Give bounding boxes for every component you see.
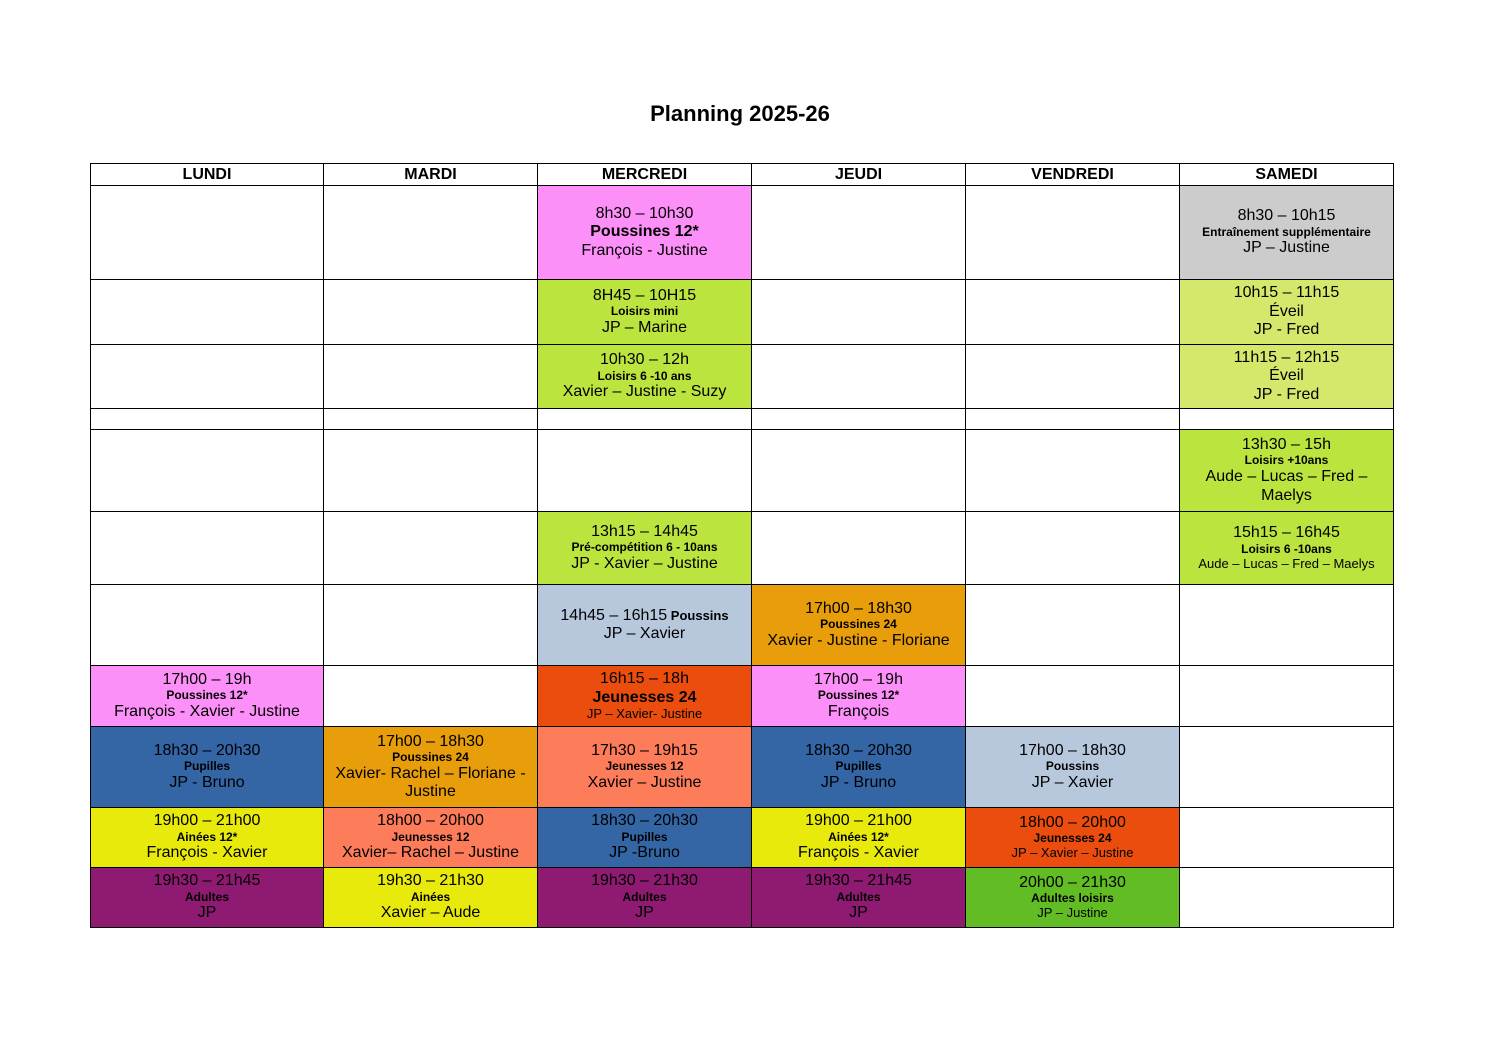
session-group: Loisirs +10ans <box>1244 453 1329 468</box>
session-time: 18h30 – 20h30 <box>805 741 912 759</box>
session-cell-lundi <box>91 808 324 868</box>
schedule-row <box>91 345 1394 409</box>
empty-cell-lundi <box>91 409 324 430</box>
session-time: 11h15 – 12h15 <box>1233 348 1340 366</box>
session-group: Poussins <box>667 607 729 623</box>
session-coaches: Aude – Lucas – Fred – Maelys <box>1205 468 1368 504</box>
session-cell-jeudi <box>752 727 966 808</box>
schedule-row <box>91 808 1394 868</box>
session-cell-mercredi <box>538 727 752 808</box>
session-cell-mercredi <box>538 666 752 727</box>
empty-cell-vendredi <box>966 512 1180 585</box>
session-time: 18h00 – 20h00 <box>1019 813 1126 831</box>
session-coaches: JP – Justine <box>1037 905 1108 921</box>
session-group: Ainées 12* <box>828 829 889 844</box>
session-time: 19h30 – 21h45 <box>153 872 261 890</box>
empty-cell-lundi <box>91 430 324 512</box>
session-group: Poussines 12* <box>817 688 900 703</box>
session-cell-samedi <box>1180 345 1394 409</box>
session-time: 19h00 – 21h00 <box>805 812 912 830</box>
empty-cell-samedi <box>1180 409 1394 430</box>
empty-cell-mardi <box>324 430 538 512</box>
session-group: Jeunesses 24 <box>592 688 697 706</box>
session-coaches: JP - Fred <box>1253 321 1320 339</box>
session-cell-mercredi <box>538 345 752 409</box>
session-group: Adultes <box>184 889 229 904</box>
session-group: Poussines 12* <box>166 688 248 703</box>
session-time: 8H45 – 10H15 <box>592 286 697 304</box>
session-time: 14h45 – 16h15 Poussins <box>560 606 729 624</box>
empty-cell-jeudi <box>752 512 966 585</box>
session-time: 17h00 – 19h <box>162 670 252 688</box>
session-time: 17h00 – 18h30 <box>1019 741 1126 759</box>
session-time: 19h00 – 21h00 <box>153 812 261 830</box>
session-coaches: JP – Xavier <box>1031 773 1114 791</box>
session-group: Pré-compétition 6 - 10ans <box>571 540 718 555</box>
session-group: Pupilles <box>621 829 668 844</box>
session-group: Adultes loisirs <box>1031 891 1114 906</box>
session-coaches: François - Xavier <box>798 844 919 862</box>
empty-cell-jeudi <box>752 345 966 409</box>
session-coaches: JP – Xavier- Justine <box>586 705 703 721</box>
session-cell-samedi <box>1180 430 1394 512</box>
schedule-row <box>91 512 1394 585</box>
session-cell-mardi <box>324 808 538 868</box>
session-group: Ainées <box>410 889 451 904</box>
day-header-lundi: LUNDI <box>91 164 324 186</box>
empty-cell-jeudi <box>752 409 966 430</box>
session-time: 17h30 – 19h15 <box>591 741 698 759</box>
session-time: 17h00 – 18h30 <box>377 732 484 750</box>
schedule-row <box>91 186 1394 280</box>
session-group: Éveil <box>1269 367 1304 385</box>
session-cell-vendredi <box>966 868 1180 928</box>
session-time: 8h30 – 10h30 <box>595 204 694 222</box>
empty-cell-lundi <box>91 280 324 345</box>
day-header-vendredi: VENDREDI <box>966 164 1180 186</box>
session-cell-mercredi <box>538 585 752 666</box>
session-cell-mercredi <box>538 512 752 585</box>
session-cell-lundi <box>91 868 324 928</box>
session-group: Pupilles <box>835 759 882 774</box>
session-cell-jeudi <box>752 868 966 928</box>
empty-cell-mercredi <box>538 409 752 430</box>
day-header-jeudi: JEUDI <box>752 164 966 186</box>
session-coaches: François - Xavier <box>146 844 268 862</box>
session-time: 16h15 – 18h <box>600 670 689 688</box>
session-cell-samedi <box>1180 186 1394 280</box>
session-group: Poussines 12* <box>590 223 699 241</box>
empty-cell-vendredi <box>966 409 1180 430</box>
empty-cell-vendredi <box>966 345 1180 409</box>
session-group: Poussines 24 <box>820 617 897 632</box>
schedule-row <box>91 727 1394 808</box>
session-cell-lundi <box>91 727 324 808</box>
empty-cell-mardi <box>324 409 538 430</box>
session-coaches: Xavier – Aude <box>380 904 481 922</box>
schedule-row <box>91 868 1394 928</box>
session-time: 15h15 – 16h45 <box>1233 524 1340 542</box>
empty-cell-lundi <box>91 186 324 280</box>
session-time: 8h30 – 10h15 <box>1237 207 1336 225</box>
session-time: 19h30 – 21h30 <box>377 872 484 890</box>
empty-cell-lundi <box>91 345 324 409</box>
session-group: Loisirs 6 -10ans <box>1241 541 1332 556</box>
empty-cell-samedi <box>1180 868 1394 928</box>
session-cell-mardi <box>324 727 538 808</box>
schedule-body <box>91 186 1394 928</box>
empty-cell-lundi <box>91 512 324 585</box>
session-group: Adultes <box>622 889 667 904</box>
session-coaches: JP – Xavier <box>603 625 686 642</box>
session-coaches: JP <box>849 904 868 922</box>
session-cell-jeudi <box>752 666 966 727</box>
empty-cell-samedi <box>1180 727 1394 808</box>
session-cell-mardi <box>324 868 538 928</box>
session-cell-vendredi <box>966 727 1180 808</box>
session-time: 17h00 – 19h <box>814 670 903 688</box>
empty-cell-vendredi <box>966 430 1180 512</box>
session-group: Adultes <box>836 889 881 904</box>
session-coaches: Aude – Lucas – Fred – Maelys <box>1198 555 1375 571</box>
schedule-row <box>91 666 1394 727</box>
empty-cell-jeudi <box>752 430 966 512</box>
session-coaches: JP <box>197 904 217 922</box>
session-cell-jeudi <box>752 585 966 666</box>
header-row <box>91 164 1394 186</box>
empty-cell-vendredi <box>966 585 1180 666</box>
session-group: Jeunesses 12 <box>605 759 684 774</box>
empty-cell-samedi <box>1180 585 1394 666</box>
session-time: 13h15 – 14h45 <box>591 522 698 540</box>
empty-cell-mardi <box>324 666 538 727</box>
session-group: Éveil <box>1269 302 1304 320</box>
session-coaches: Xavier- Rachel – Floriane - Justine <box>335 764 526 801</box>
schedule-row <box>91 409 1394 430</box>
schedule-row <box>91 280 1394 345</box>
session-cell-lundi <box>91 666 324 727</box>
empty-cell-jeudi <box>752 280 966 345</box>
session-coaches: JP – Xavier – Justine <box>1011 845 1134 861</box>
empty-cell-jeudi <box>752 186 966 280</box>
session-time: 10h30 – 12h <box>600 351 689 369</box>
session-group: Jeunesses 12 <box>391 829 470 844</box>
session-time: 19h30 – 21h45 <box>805 872 912 890</box>
session-cell-vendredi <box>966 808 1180 868</box>
session-time: 18h30 – 20h30 <box>153 741 261 759</box>
session-coaches: JP - Bruno <box>820 773 897 791</box>
session-cell-jeudi <box>752 808 966 868</box>
empty-cell-mardi <box>324 280 538 345</box>
session-coaches: Xavier - Justine - Floriane <box>767 631 950 649</box>
session-time: 10h15 – 11h15 <box>1233 284 1340 302</box>
session-group: Loisirs 6 -10 ans <box>597 368 692 383</box>
session-group: Poussins <box>1045 759 1100 774</box>
empty-cell-mardi <box>324 345 538 409</box>
session-coaches: Xavier– Rachel – Justine <box>342 844 519 862</box>
session-time: 19h30 – 21h30 <box>591 872 698 890</box>
schedule-table <box>90 163 1394 928</box>
session-cell-mercredi <box>538 186 752 280</box>
empty-cell-vendredi <box>966 280 1180 345</box>
schedule-row <box>91 585 1394 666</box>
empty-cell-vendredi <box>966 186 1180 280</box>
session-time: 17h00 – 18h30 <box>805 599 912 617</box>
session-coaches: JP - Fred <box>1253 385 1320 403</box>
session-coaches: JP <box>635 904 654 922</box>
schedule-row <box>91 430 1394 512</box>
empty-cell-mardi <box>324 585 538 666</box>
session-coaches: JP – Marine <box>601 318 688 336</box>
page-title: Planning 2025-26 <box>650 101 830 126</box>
session-coaches: Xavier – Justine <box>587 773 702 791</box>
empty-cell-lundi <box>91 585 324 666</box>
session-cell-samedi <box>1180 512 1394 585</box>
session-cell-mercredi <box>538 808 752 868</box>
session-group: Jeunesses 24 <box>1033 831 1112 846</box>
empty-cell-samedi <box>1180 666 1394 727</box>
session-coaches: François - Justine <box>581 241 708 259</box>
session-coaches: JP – Justine <box>1243 239 1330 257</box>
empty-cell-mercredi <box>538 430 752 512</box>
session-group: Ainées 12* <box>176 829 238 844</box>
session-coaches: JP -Bruno <box>609 844 680 862</box>
day-header-samedi: SAMEDI <box>1180 164 1394 186</box>
session-cell-samedi <box>1180 280 1394 345</box>
session-coaches: François <box>827 702 890 720</box>
day-header-mardi: MARDI <box>324 164 538 186</box>
session-time: 18h30 – 20h30 <box>591 812 698 830</box>
session-group: Entraînement supplémentaire <box>1202 224 1371 239</box>
session-cell-mercredi <box>538 868 752 928</box>
session-coaches: François - Xavier - Justine <box>114 702 300 720</box>
session-group: Poussines 24 <box>392 749 469 764</box>
session-group: Pupilles <box>183 759 230 774</box>
session-coaches: JP - Bruno <box>169 773 245 791</box>
session-time: 13h30 – 15h <box>1242 436 1331 454</box>
session-coaches: JP - Xavier – Justine <box>571 554 718 572</box>
empty-cell-vendredi <box>966 666 1180 727</box>
session-coaches: Xavier – Justine - Suzy <box>562 383 727 401</box>
empty-cell-mardi <box>324 186 538 280</box>
session-group: Loisirs mini <box>610 304 679 319</box>
empty-cell-mardi <box>324 512 538 585</box>
empty-cell-samedi <box>1180 808 1394 868</box>
session-time: 18h00 – 20h00 <box>377 812 484 830</box>
session-time: 20h00 – 21h30 <box>1019 873 1126 891</box>
day-header-mercredi: MERCREDI <box>538 164 752 186</box>
session-cell-mercredi <box>538 280 752 345</box>
